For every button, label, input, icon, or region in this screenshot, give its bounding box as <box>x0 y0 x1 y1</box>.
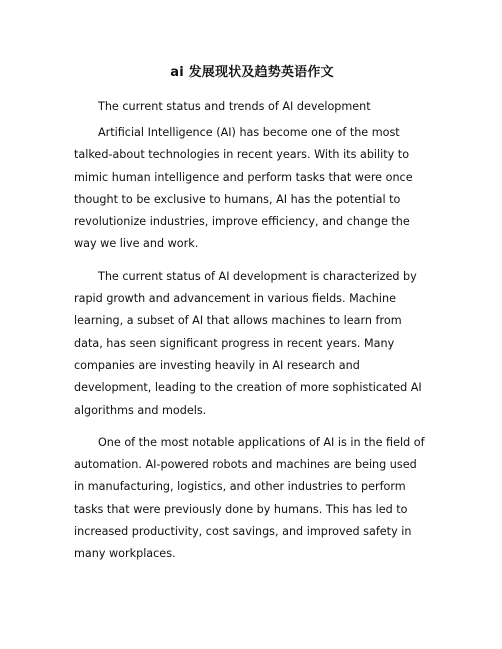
paragraph-1: Artificial Intelligence (AI) has become one of the most talked-about technologies in recent years. With its ability to mimic human intelligence and perform tasks that were once thought to be exclusive to humans, AI has the potential to revolutionize industries, improve efficiency, and change the way we live and work. <box>74 126 413 251</box>
paragraph-2: The current status of AI development is characterized by rapid growth and advancement in various fields. Machine learning, a subset of AI that allows machines to learn from data, has seen significant progress in recent years. Many companies are investing heavily in AI research and development, leading to the creation of more sophisticated AI algorithms and models. <box>74 269 422 417</box>
paragraph-3: One of the most notable applications of AI is in the field of automation. AI-powered robots and machines are being used in manufacturing, logistics, and other industries to perform tasks that were previously done by humans. This has led to increased productivity, cost savings, and improved safety in many workplaces. <box>74 435 425 561</box>
document-subtitle: The current status and trends of AI development <box>98 100 371 113</box>
document-title: ai 发展现状及趋势英语作文 <box>170 65 334 80</box>
